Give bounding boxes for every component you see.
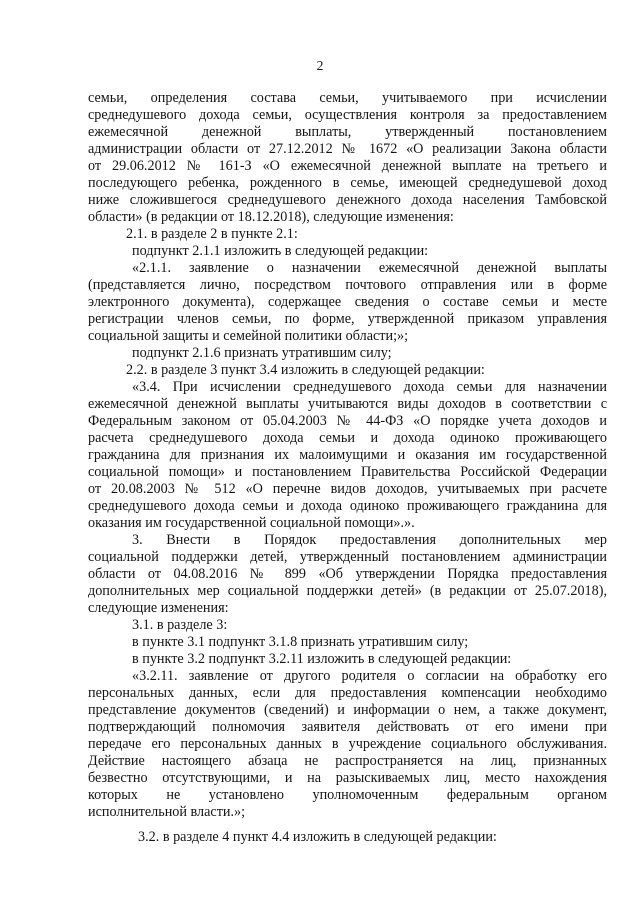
text-line: представление документов (сведений) и информации о нем, а также документ, — [88, 702, 607, 718]
text-line: 2.2. в разделе 3 пункт 3.4 изложить в следующей редакции: — [126, 362, 485, 378]
text-line: «3.4. При исчислении среднедушевого дохода семьи для назначении — [132, 379, 607, 395]
text-line: 2.1. в разделе 2 в пункте 2.1: — [126, 226, 298, 242]
text-line: среднедушевого дохода семьи и дохода одиноко проживающего гражданина для — [88, 498, 607, 514]
text-line: (представляется лично, посредством почтового отправления или в форме — [88, 277, 607, 293]
text-line: Федеральным законом от 05.04.2003 № 44-ФЗ «О порядке учета доходов и — [88, 413, 607, 429]
text-line: оказания им государственной социальной помощи».». — [88, 515, 415, 531]
text-line: персональных данных, если для предоставления компенсации необходимо — [88, 685, 607, 701]
text-line: 3.1. в разделе 3: — [132, 617, 228, 633]
text-line: которых не установлено уполномоченным федеральным органом — [88, 787, 607, 803]
text-line: в пункте 3.2 подпункт 3.2.11 изложить в следующей редакции: — [132, 651, 512, 667]
text-line: социальной защиты и семейной политики области;»; — [88, 328, 409, 344]
text-line: ниже сложившегося среднедушевого денежного дохода населения Тамбовской — [88, 192, 607, 208]
text-line: 3. Внести в Порядок предоставления дополнительных мер — [132, 532, 607, 548]
text-line: семьи, определения состава семьи, учитываемого при исчислении — [88, 90, 607, 106]
text-line: расчета среднедушевого дохода семьи и дохода одиноко проживающего — [88, 430, 607, 446]
text-line: области от 04.08.2016 № 899 «Об утверждении Порядка предоставления — [88, 566, 607, 582]
text-line: подпункт 2.1.1 изложить в следующей редакции: — [132, 243, 429, 259]
text-line: подпункт 2.1.6 признать утратившим силу; — [132, 345, 392, 361]
text-line: гражданина для признания их малоимущими и оказания им государственной — [88, 447, 607, 463]
text-line: области» (в редакции от 18.12.2018), следующие изменения: — [88, 209, 454, 225]
text-line: дополнительных мер социальной поддержки детей» (в редакции от 25.07.2018), — [88, 583, 607, 599]
text-line: следующие изменения: — [88, 600, 229, 616]
text-line: администрации области от 27.12.2012 № 1672 «О реализации Закона области — [88, 141, 607, 157]
text-line: электронного документа), содержащее сведения о составе семьи и месте — [88, 294, 607, 310]
text-line: ежемесячной денежной выплаты учитываются виды доходов в соответствии с — [88, 396, 607, 412]
text-line: подтверждающий полномочия заявителя действовать от его имени при — [88, 719, 607, 735]
text-line: «3.2.11. заявление от другого родителя о согласии на обработку его — [132, 668, 607, 684]
text-line: 3.2. в разделе 4 пункт 4.4 изложить в следующей редакции: — [138, 829, 497, 845]
text-line: среднедушевого дохода семьи, осуществления контроля за предоставлением — [88, 107, 607, 123]
page-number: 2 — [316, 58, 324, 73]
text-line: социальной поддержки детей, утвержденный постановлением администрации — [88, 549, 607, 565]
text-line: в пункте 3.1 подпункт 3.1.8 признать утратившим силу; — [132, 634, 469, 650]
text-line: от 20.08.2003 № 512 «О перечне видов доходов, учитываемых при расчете — [88, 481, 607, 497]
text-line: Действие настоящего абзаца не распространяется на лиц, признанных — [88, 753, 607, 769]
text-line: безвестно отсутствующими, и на разыскиваемых лиц, место нахождения — [88, 770, 607, 786]
text-line: от 29.06.2012 № 161-З «О ежемесячной денежной выплате на третьего и — [88, 158, 607, 174]
text-line: ежемесячной денежной выплаты, утвержденный постановлением — [88, 124, 607, 140]
text-line: регистрации членов семьи, по форме, утвержденной приказом управления — [88, 311, 607, 327]
text-line: передаче его персональных данных в учреждение социального обслуживания. — [88, 736, 607, 752]
text-line: последующего ребенка, рожденного в семье, имеющей среднедушевой доход — [88, 175, 607, 191]
text-line: социальной помощи» и постановлением Правительства Российской Федерации — [88, 464, 607, 480]
text-line: «2.1.1. заявление о назначении ежемесячной денежной выплаты — [132, 260, 607, 276]
text-line: исполнительной власти.»; — [88, 804, 246, 820]
